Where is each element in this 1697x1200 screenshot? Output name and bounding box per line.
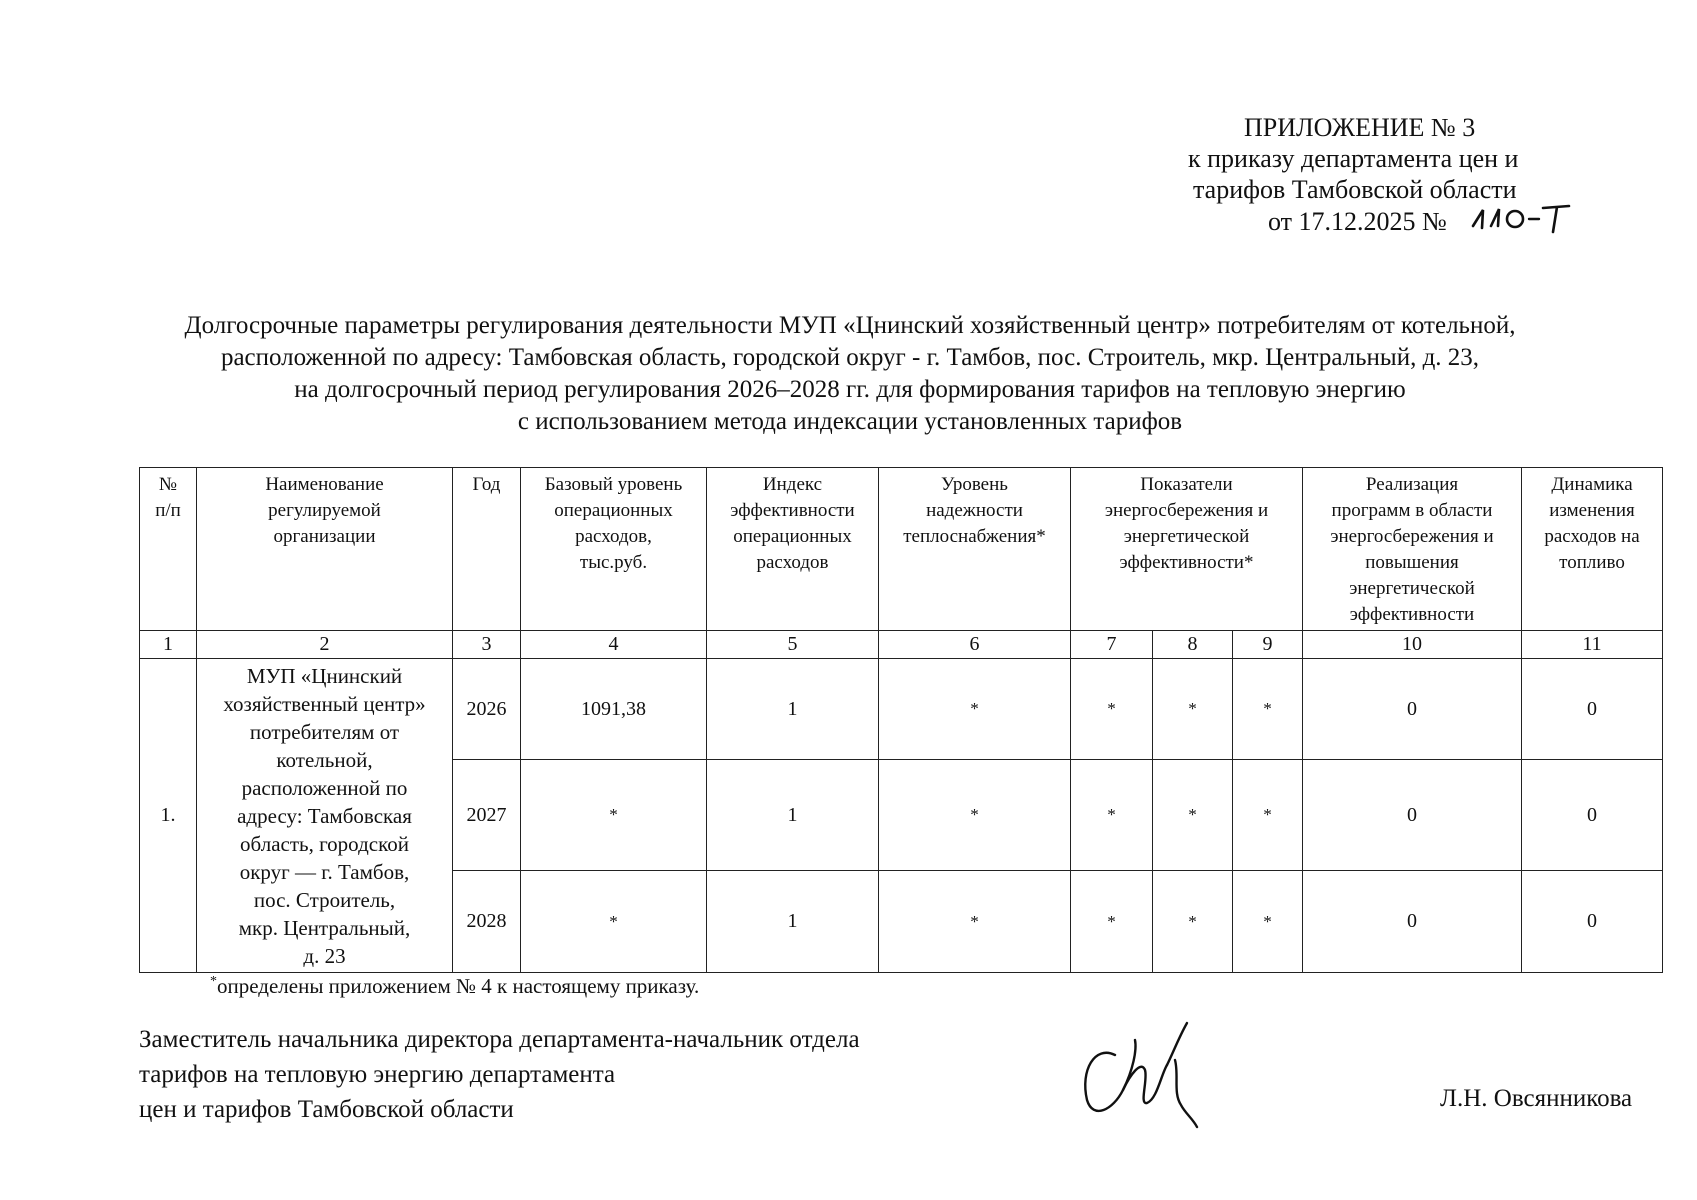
footnote bbox=[210, 974, 699, 999]
cell-efficiency-index: 1 bbox=[707, 659, 879, 760]
column-number: 5 bbox=[707, 631, 879, 659]
cell-base-level: 1091,38 bbox=[521, 659, 707, 760]
header-reliability: Уровень надежности теплоснабжения* bbox=[879, 468, 1071, 631]
cell-reliability: * bbox=[879, 760, 1071, 871]
column-number: 1 bbox=[140, 631, 197, 659]
cell-year: 2028 bbox=[453, 871, 521, 973]
title-line-3: на долгосрочный период регулирования 2026–2028 гг. для формирования тарифов на тепловую энергию bbox=[294, 376, 1406, 403]
cell-fuel-dynamics: 0 bbox=[1522, 871, 1663, 973]
document-title bbox=[120, 310, 1580, 438]
signer-title-line-1: Заместитель начальника директора департамента-начальник отдела bbox=[139, 1026, 860, 1053]
appendix-date: от 17.12.2025 № bbox=[1268, 207, 1447, 236]
cell-year: 2026 bbox=[453, 659, 521, 760]
cell-fuel-dynamics: 0 bbox=[1522, 659, 1663, 760]
signer-title bbox=[139, 1022, 860, 1127]
column-number: 7 bbox=[1071, 631, 1153, 659]
column-number-row bbox=[140, 631, 1663, 659]
title-line-4: с использованием метода индексации установленных тарифов bbox=[517, 408, 1183, 435]
column-number: 10 bbox=[1303, 631, 1522, 659]
header-base-level: Базовый уровень операционных расходов, тыс.руб. bbox=[521, 468, 707, 631]
handwritten-order-number bbox=[1465, 200, 1575, 240]
column-number: 2 bbox=[197, 631, 453, 659]
organization-name: МУП «Цнинский хозяйственный центр» потребителям от котельной, расположенной по адресу: Тамбовская область, городской округ — г. Тамбов, пос. Строитель, мкр. Центральный, д. 23 bbox=[197, 659, 453, 973]
cell-programs: 0 bbox=[1303, 659, 1522, 760]
cell-energy-9: * bbox=[1233, 871, 1303, 973]
header-energy-indicators: Показатели энергосбережения и энергетической эффективности* bbox=[1071, 468, 1303, 631]
handwritten-signature bbox=[1075, 1015, 1215, 1130]
cell-fuel-dynamics: 0 bbox=[1522, 760, 1663, 871]
column-number: 3 bbox=[453, 631, 521, 659]
signer-name: Л.Н. Овсянникова bbox=[1440, 1085, 1633, 1112]
row-number: 1. bbox=[140, 659, 197, 973]
cell-energy-9: * bbox=[1233, 659, 1303, 760]
cell-year: 2027 bbox=[453, 760, 521, 871]
header-programs: Реализация программ в области энергосбережения и повышения энергетической эффективности bbox=[1303, 468, 1522, 631]
signer-title-line-2: тарифов на тепловую энергию департамента bbox=[139, 1061, 616, 1088]
appendix-department: тарифов Тамбовской области bbox=[1193, 175, 1517, 204]
appendix-title: ПРИЛОЖЕНИЕ № 3 bbox=[1244, 113, 1476, 142]
cell-energy-8: * bbox=[1153, 659, 1233, 760]
column-number: 8 bbox=[1153, 631, 1233, 659]
appendix-order-ref: к приказу департамента цен и bbox=[1188, 144, 1519, 173]
cell-efficiency-index: 1 bbox=[707, 760, 879, 871]
cell-energy-7: * bbox=[1071, 760, 1153, 871]
cell-programs: 0 bbox=[1303, 871, 1522, 973]
cell-energy-7: * bbox=[1071, 871, 1153, 973]
column-number: 11 bbox=[1522, 631, 1663, 659]
cell-efficiency-index: 1 bbox=[707, 871, 879, 973]
table-row bbox=[140, 659, 1663, 760]
footnote-text: определены приложением № 4 к настоящему приказу. bbox=[217, 974, 700, 998]
cell-energy-8: * bbox=[1153, 760, 1233, 871]
cell-reliability: * bbox=[879, 871, 1071, 973]
parameters-table bbox=[139, 467, 1663, 973]
title-line-1: Долгосрочные параметры регулирования деятельности МУП «Цнинский хозяйственный центр» потребителям от котельной, bbox=[184, 312, 1516, 339]
header-num: № п/п bbox=[140, 468, 197, 631]
column-number: 6 bbox=[879, 631, 1071, 659]
cell-energy-9: * bbox=[1233, 760, 1303, 871]
column-number: 9 bbox=[1233, 631, 1303, 659]
table-header-row bbox=[140, 468, 1663, 631]
title-line-2: расположенной по адресу: Тамбовская область, городской округ - г. Тамбов, пос. Строитель, мкр. Центральный, д. 23, bbox=[220, 344, 1480, 371]
header-year: Год bbox=[453, 468, 521, 631]
header-org: Наименование регулируемой организации bbox=[197, 468, 453, 631]
footnote-mark: * bbox=[210, 974, 217, 989]
cell-base-level: * bbox=[521, 871, 707, 973]
signer-title-line-3: цен и тарифов Тамбовской области bbox=[139, 1096, 514, 1123]
cell-energy-7: * bbox=[1071, 659, 1153, 760]
cell-reliability: * bbox=[879, 659, 1071, 760]
column-number: 4 bbox=[521, 631, 707, 659]
cell-programs: 0 bbox=[1303, 760, 1522, 871]
cell-base-level: * bbox=[521, 760, 707, 871]
header-efficiency-index: Индекс эффективности операционных расходов bbox=[707, 468, 879, 631]
header-fuel-dynamics: Динамика изменения расходов на топливо bbox=[1522, 468, 1663, 631]
cell-energy-8: * bbox=[1153, 871, 1233, 973]
